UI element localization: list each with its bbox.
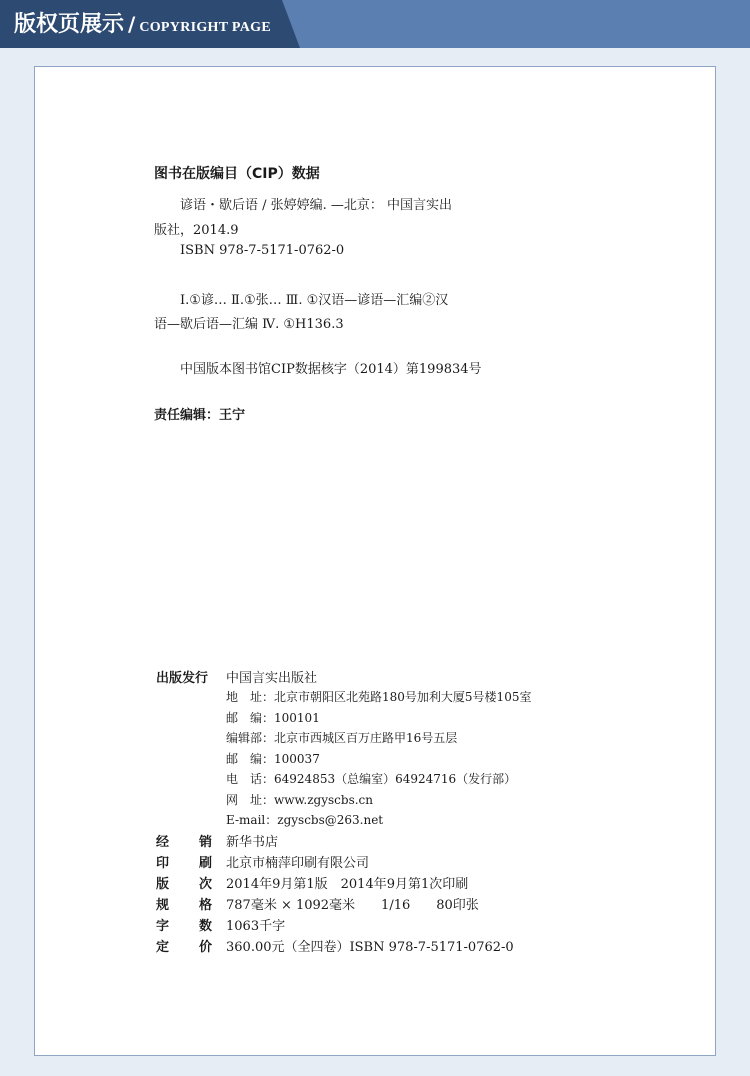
editorial-address: 编辑部：北京市西城区百万庄路甲16号五层: [226, 731, 458, 745]
spec-value-distributor: 新华书店: [226, 835, 279, 850]
spec-value-wordcount: 1063千字: [226, 919, 286, 934]
publisher-phone: 电 话：64924853（总编室）64924716（发行部）: [226, 772, 517, 786]
spec-label-distributor: 经 销: [156, 835, 212, 850]
cip-isbn: ISBN 978-7-5171-0762-0: [180, 243, 345, 258]
spec-label-printer: 印 刷: [156, 856, 212, 871]
publisher-address: 地 址：北京市朝阳区北苑路180号加利大厦5号楼105室: [226, 690, 532, 704]
header-banner: [0, 0, 750, 48]
spec-value-printer: 北京市楠萍印刷有限公司: [226, 856, 370, 871]
publisher-label: 出版发行: [156, 671, 209, 686]
editorial-postcode: 邮 编：100037: [226, 752, 320, 766]
publisher-website: 网 址：www.zgyscbs.cn: [226, 793, 373, 807]
spec-label-wordcount: 字 数: [156, 919, 212, 934]
spec-value-format: 787毫米 × 1092毫米 1/16 80印张: [226, 898, 479, 913]
cip-heading: 图书在版编目（CIP）数据: [154, 166, 320, 182]
cip-line2: 版社，2014.9: [154, 223, 239, 238]
editor-line: [154, 404, 245, 423]
publisher-name: 中国言实出版社: [226, 671, 318, 686]
spec-label-edition: 版 次: [156, 877, 212, 892]
cip-check-number: 中国版本图书馆CIP数据核字（2014）第199834号: [180, 362, 482, 377]
editor-name: 王宁: [219, 408, 246, 423]
spec-value-edition: 2014年9月第1版 2014年9月第1次印刷: [226, 877, 469, 892]
publisher-postcode: 邮 编：100101: [226, 711, 320, 725]
cip-class-line2: 语—歇后语—汇编 Ⅳ. ①H136.3: [154, 317, 344, 332]
banner-title-cn: 版权页展示: [14, 11, 125, 37]
spec-label-format: 规 格: [156, 898, 212, 913]
spec-value-price: 360.00元（全四卷）ISBN 978-7-5171-0762-0: [226, 940, 514, 955]
editor-label: 责任编辑：: [154, 408, 220, 423]
cip-class-line1: Ⅰ.①谚… Ⅱ.①张… Ⅲ. ①汉语—谚语—汇编②汉: [180, 293, 449, 308]
copyright-panel: [34, 66, 716, 1056]
cip-line1: 谚语・歇后语 / 张婷婷编. —北京： 中国言实出: [180, 198, 453, 213]
publisher-email: E-mail：zgyscbs@263.net: [226, 813, 384, 827]
banner-title: [14, 9, 271, 39]
banner-title-en: COPYRIGHT PAGE: [139, 20, 271, 35]
spec-label-price: 定 价: [156, 940, 212, 955]
banner-slash: /: [128, 12, 136, 36]
